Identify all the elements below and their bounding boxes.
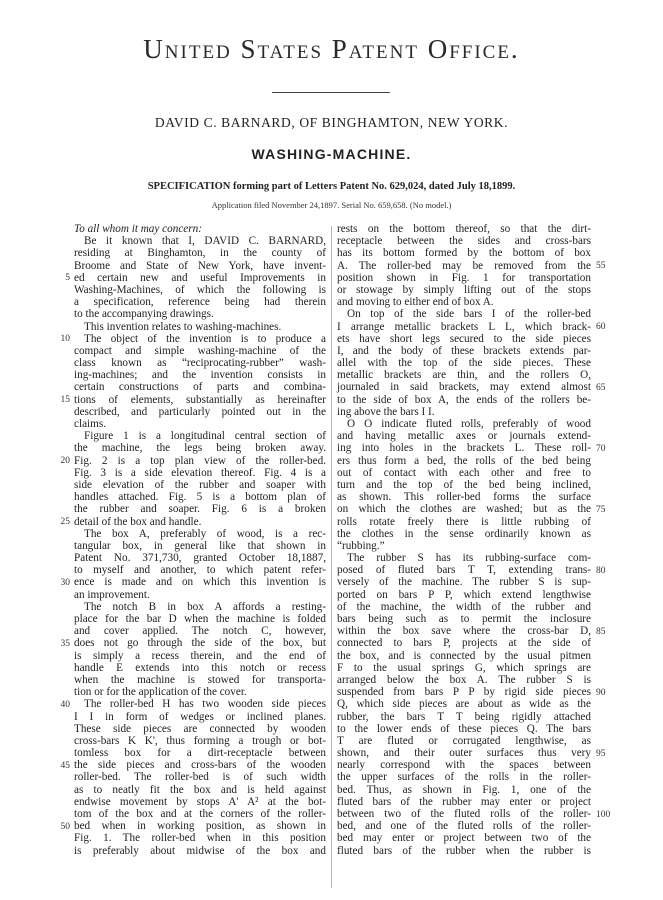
text-line: and moving to either end of box A. — [337, 296, 494, 309]
text-line: allel with the top of the side pieces. These — [337, 357, 591, 370]
text-line: roller-bed. The roller-bed is of such width — [74, 771, 326, 784]
text-line: Figure 1 is a longitudinal central section of — [84, 430, 326, 443]
text-line: bed. Thus, as shown in Fig. 1, one of the — [337, 783, 591, 796]
text-line: bars being such as to permit the inclosure — [337, 613, 591, 625]
text-line: the upper surfaces of the rolls in the roller- — [337, 771, 591, 784]
text-line: A. The roller-bed may be removed from the — [337, 259, 591, 272]
text-line: an improvement. — [74, 588, 150, 601]
text-line: The object of the invention is to produce a — [84, 332, 326, 345]
text-line: These side pieces are connected by wooden — [74, 722, 326, 735]
line-number: 95 — [596, 748, 606, 759]
text-line: compact and simple washing-machine of the — [74, 344, 326, 357]
line-number: 85 — [596, 626, 606, 637]
text-line: described, and particularly pointed out in the — [74, 405, 326, 418]
text-line: side elevation of the rubber and soaper with — [74, 478, 326, 491]
text-line: residing at Binghamton, in the county of — [74, 247, 326, 260]
text-line: claims. — [74, 418, 107, 430]
text-line: cross-bars K K', thus forming a trough or bot- — [74, 734, 326, 747]
text-line: ing-machines; and the invention consists in — [74, 369, 326, 382]
text-line: to the accompanying drawings. — [74, 308, 214, 321]
text-line: Fig. 1. The roller-bed when in this position — [74, 832, 326, 845]
text-line: class known as “reciprocating-rubber” wash- — [74, 357, 326, 370]
text-line: fluted bars of the rubber when the rubber is — [337, 844, 591, 857]
text-line: I I in form of wedges or inclined planes. — [74, 710, 326, 723]
text-line: tions of elements, substantially as hereinafter — [74, 393, 326, 406]
line-number: 20 — [60, 455, 70, 466]
text-line: journaled in said brackets, may extend almost — [337, 381, 591, 394]
text-line: The rubber S has its rubbing-surface com- — [347, 552, 591, 565]
line-number: 45 — [60, 760, 70, 771]
text-line: This invention relates to washing-machines. — [84, 320, 282, 333]
text-line: the machine, the legs being broken away. — [74, 442, 326, 455]
line-number: 55 — [596, 260, 606, 271]
text-line: versely of the machine. The rubber S is sup- — [337, 576, 591, 589]
text-line: T are fluted or corrugated lengthwise, as — [337, 734, 591, 747]
text-line: and having metallic axes or journals extend- — [337, 430, 591, 443]
inventor-line: DAVID C. BARNARD, OF BINGHAMTON, NEW YORK. — [154, 115, 509, 130]
text-line: The notch B in box A affords a resting- — [84, 600, 326, 613]
application-line: Application filed November 24,1897. Serial No. 659,658. (No model.) — [211, 200, 452, 210]
text-line: connected to bars P, projects at the side of — [337, 637, 591, 650]
text-line: is simply a recess therein, and the end of — [74, 649, 326, 662]
text-line: place for the bar D when the machine is folded — [74, 613, 326, 625]
text-line: to myself and another, to which patent refer- — [74, 564, 326, 577]
text-line: On top of the side bars I of the roller-bed — [347, 308, 591, 321]
text-line: The box A, preferably of wood, is a rec- — [84, 527, 326, 540]
text-line: rubber, the bars T T being rigidly attached — [337, 710, 591, 723]
text-line: ence is made and on which this invention is — [74, 576, 326, 589]
text-line: rolls rotate freely there is little rubbing of — [337, 515, 591, 528]
text-line: F to the usual springs G, which springs are — [337, 661, 591, 674]
text-line: handle E extends into this notch or recess — [74, 661, 326, 674]
text-line: I arrange metallic brackets L L, which brack- — [337, 320, 591, 333]
text-line: out of contact with each other and free to — [337, 466, 591, 479]
text-line: bed when in working position, as shown in — [74, 820, 326, 833]
text-line: Q, which side pieces are about as wide as the — [337, 698, 591, 711]
text-line: to the side of box A, the ends of the rollers be- — [337, 393, 591, 406]
heading-rule — [272, 92, 390, 93]
text-line: fluted bars of the rubber may enter or project — [337, 795, 591, 808]
text-line: “rubbing.” — [337, 539, 385, 552]
text-line: Washing-Machines, of which the following is — [74, 283, 326, 296]
text-line: Broome and State of New York, have invent- — [74, 259, 326, 272]
text-line: to the lower ends of these pieces Q. The bars — [337, 722, 591, 735]
specification-line: SPECIFICATION forming part of Letters Patent No. 629,024, dated July 18,1899. — [147, 181, 516, 192]
text-line: on which the clothes are washed; but as the — [337, 503, 591, 516]
text-line: between two of the fluted rolls of the roller- — [337, 808, 591, 820]
text-line: rests on the bottom thereof, so that the dirt- — [337, 223, 591, 235]
line-number: 5 — [65, 272, 70, 283]
text-line: or stowage by simply lifting out of the stops — [337, 283, 591, 296]
line-number: 50 — [60, 821, 70, 832]
left-text-column — [74, 223, 326, 857]
text-line: tangular box, in general like that shown in — [74, 539, 326, 552]
line-number: 90 — [596, 687, 606, 698]
text-line: detail of the box and handle. — [74, 515, 202, 528]
text-line: Be it known that I, DAVID C. BARNARD, — [84, 235, 326, 248]
text-line: does not go through the side of the box, but — [74, 637, 326, 650]
text-line: tion or for the application of the cover. — [74, 686, 247, 699]
text-line: tomless box for a dirt-receptacle between — [74, 747, 326, 760]
text-line: ing into holes in the brackets L. These roll- — [337, 442, 591, 455]
text-line: is preferably about midwise of the box and — [74, 844, 326, 857]
text-line: I, and the body of these brackets extends par- — [337, 344, 591, 357]
right-text-column — [337, 223, 591, 857]
text-line: tom of the box and at the corners of the roller- — [74, 808, 326, 820]
text-line: turn and the top of the bed being inclined, — [337, 478, 591, 491]
text-line: ets have short legs secured to the side pieces — [337, 332, 591, 345]
text-line: arranged below the box A. The rubber S is — [337, 673, 591, 686]
line-number: 15 — [60, 394, 70, 405]
text-line: handles attached. Fig. 5 is a bottom plan of — [74, 491, 326, 504]
line-number: 100 — [596, 809, 611, 820]
text-line: when the machine is stowed for transporta- — [74, 673, 326, 686]
text-line: Fig. 2 is a top plan view of the roller-bed. — [74, 454, 326, 467]
line-number: 30 — [60, 577, 70, 588]
line-number: 75 — [596, 504, 606, 515]
text-line: ed certain new and useful Improvements in — [74, 271, 326, 284]
line-number: 80 — [596, 565, 606, 576]
text-line: Patent No. 371,730, granted October 18,1887, — [74, 552, 326, 565]
text-line: posed of fluted bars T T, extending trans- — [337, 564, 591, 577]
text-line: the side pieces and cross-bars of the wooden — [74, 759, 326, 772]
line-number: 35 — [60, 638, 70, 649]
text-line: position shown in Fig. 1 for transportation — [337, 271, 591, 284]
text-line: has its bottom formed by the bottom of box — [337, 247, 591, 260]
text-line: the clothes in the sense ordinarily known as — [337, 527, 591, 540]
text-line: metallic brackets are thin, and the rollers O, — [337, 369, 591, 382]
text-line: the box, and is connected by the usual pitmen — [337, 649, 591, 662]
text-line: within the box save where the cross-bar D, — [337, 625, 591, 638]
text-line: O O indicate fluted rolls, preferably of wood — [347, 418, 591, 430]
invention-title: WASHING-MACHINE. — [251, 146, 412, 162]
text-line: ported on bars P P, which extend lengthwise — [337, 588, 591, 601]
text-line: receptacle between the sides and cross-bars — [337, 235, 591, 248]
text-line: a specification, reference being had therein — [74, 296, 326, 309]
text-line: bed, and one of the fluted rolls of the roller- — [337, 820, 591, 833]
text-line: the rubber and soaper. Fig. 6 is a broken — [74, 503, 326, 516]
text-line: as to neatly fit the box and is held against — [74, 783, 326, 796]
line-number: 40 — [60, 699, 70, 710]
text-line: bed may enter or project between two of the — [337, 832, 591, 845]
text-line: of the machine, the width of the rubber and — [337, 600, 591, 613]
text-line: ing above the bars I I. — [337, 405, 435, 418]
line-number: 70 — [596, 443, 606, 454]
text-line: nearly correspond with the spaces between — [337, 759, 591, 772]
line-number: 65 — [596, 382, 606, 393]
text-line: To all whom it may concern: — [74, 223, 202, 235]
column-divider — [331, 226, 332, 888]
text-line: endwise movement by stops A' A² at the bot- — [74, 795, 326, 808]
text-line: Fig. 3 is a side elevation thereof. Fig. 4 is a — [74, 466, 326, 479]
text-line: and cover applied. The notch C, however, — [74, 625, 326, 638]
text-line: The roller-bed H has two wooden side pieces — [84, 698, 326, 711]
line-number: 25 — [60, 516, 70, 527]
text-line: as shown. This roller-bed forms the surface — [337, 491, 591, 504]
text-line: shown, and their outer surfaces thus very — [337, 747, 591, 760]
text-line: certain constructions of parts and combina- — [74, 381, 326, 394]
patent-office-heading: United States Patent Office. — [143, 34, 520, 64]
text-line: ers thus form a bed, the rolls of the bed being — [337, 454, 591, 467]
text-line: suspended from bars P P by rigid side pieces — [337, 686, 591, 699]
line-number: 10 — [60, 333, 70, 344]
line-number: 60 — [596, 321, 606, 332]
